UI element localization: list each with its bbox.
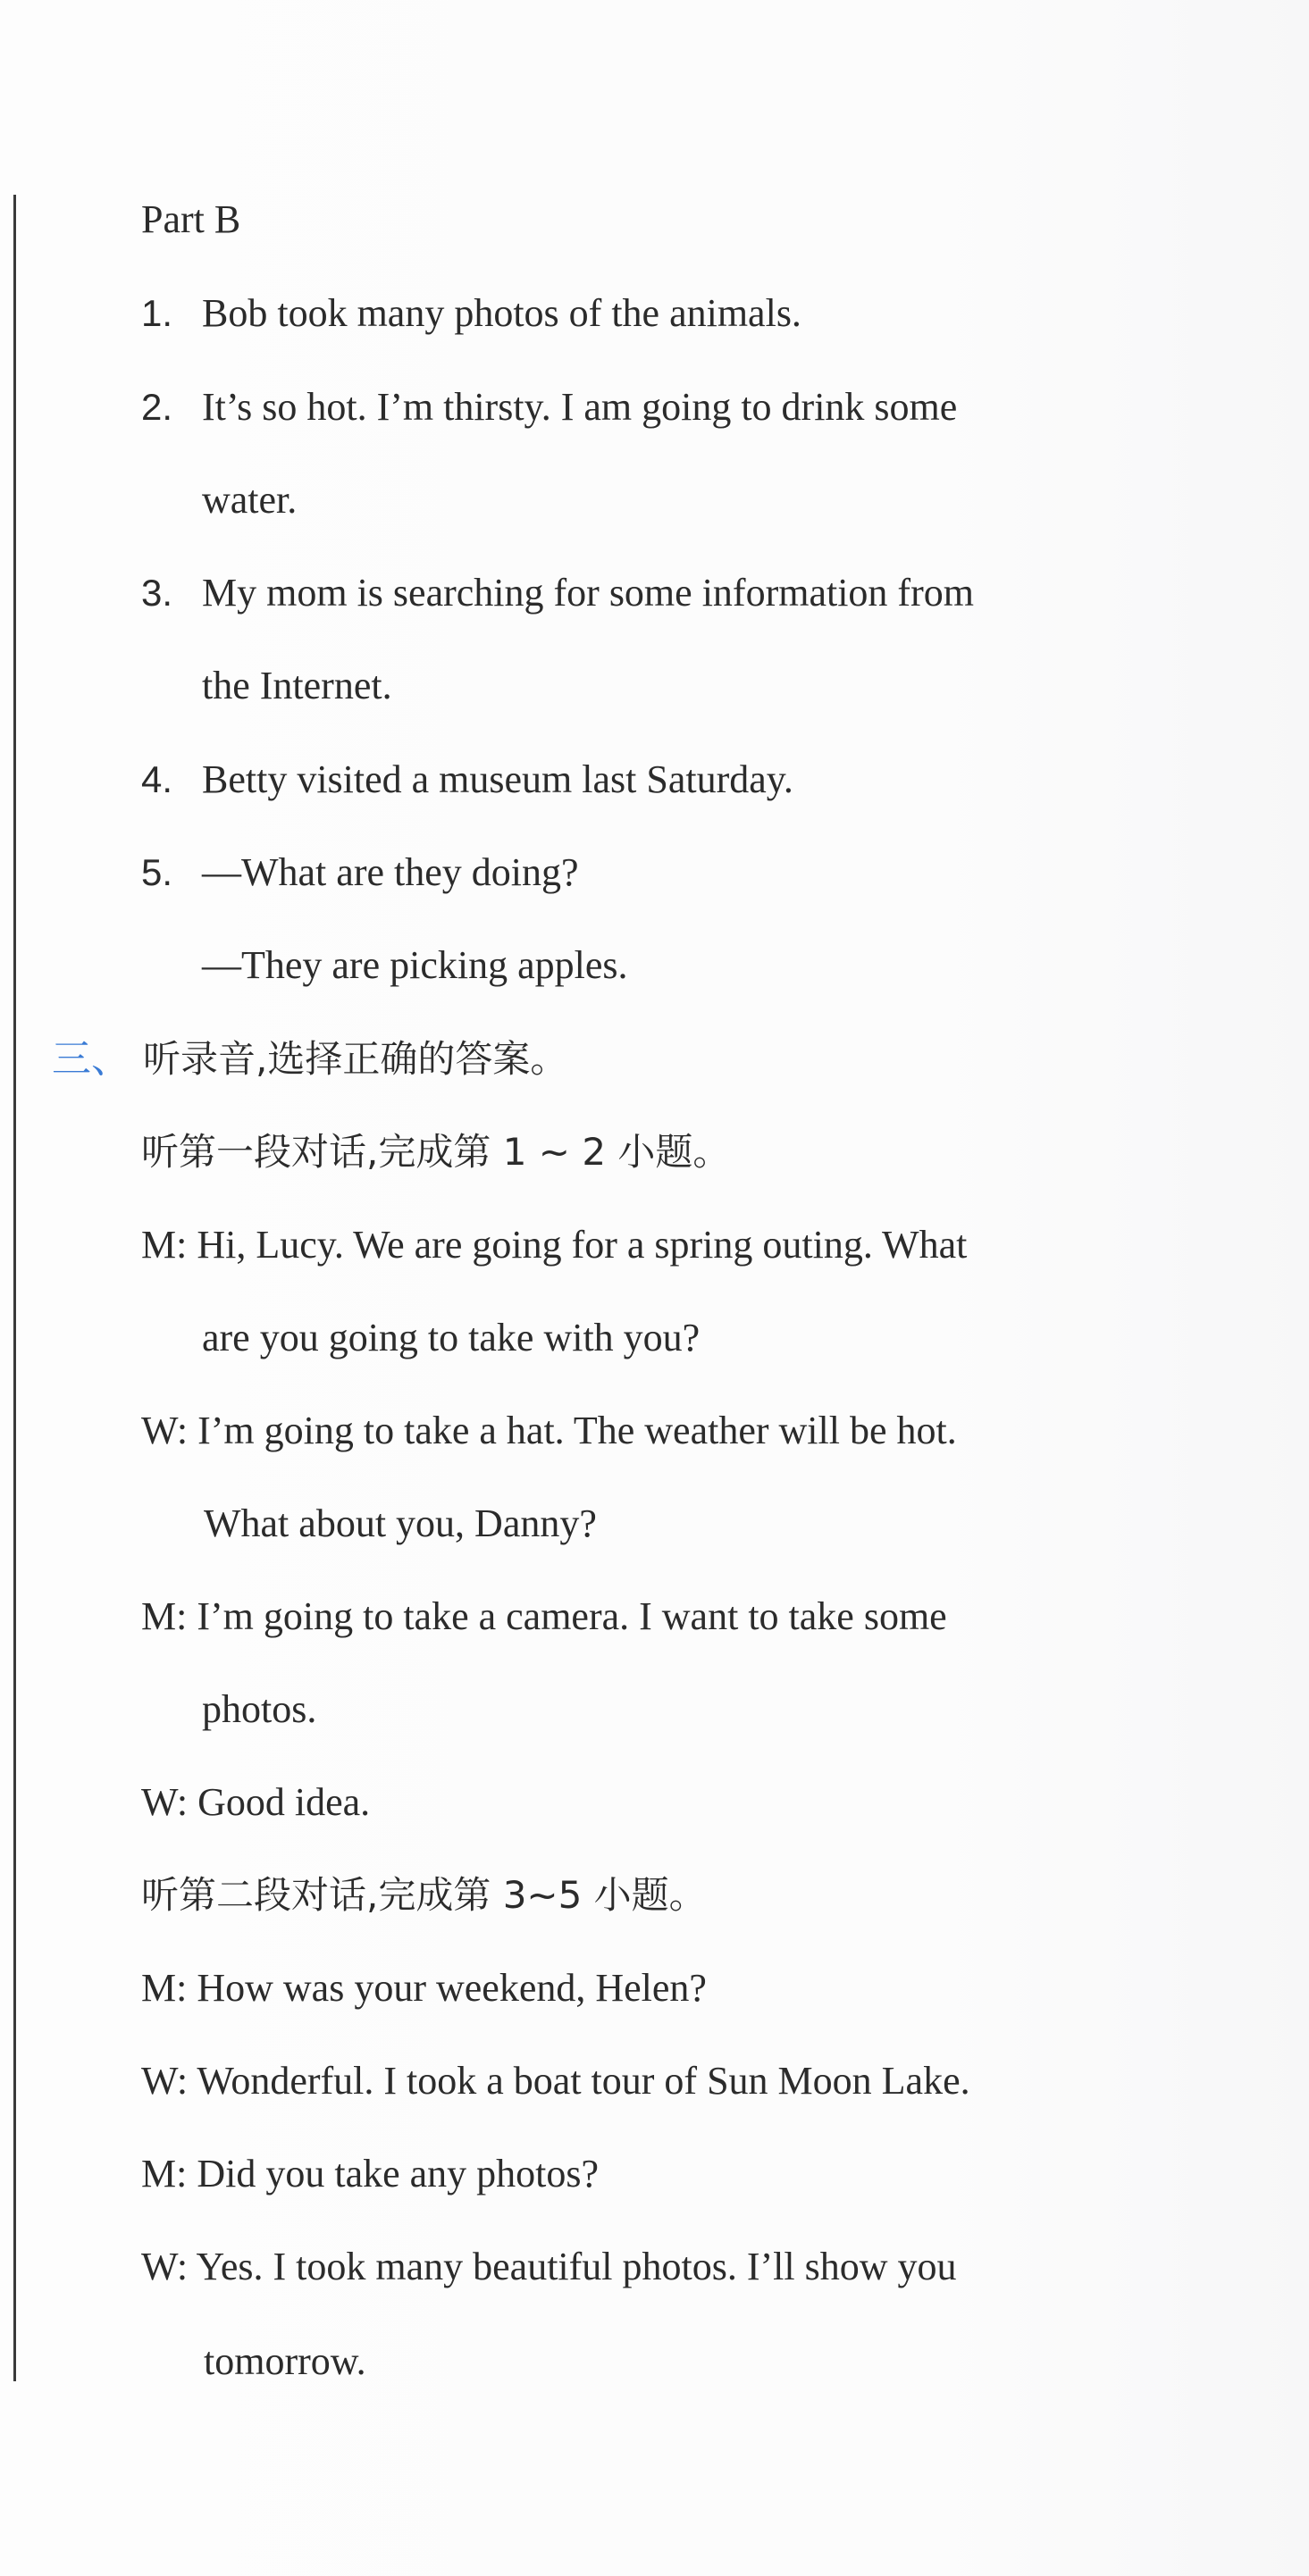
- item-4-text: Betty visited a museum last Saturday.: [202, 757, 793, 801]
- dialog-1-line-1b: are you going to take with you?: [202, 1316, 701, 1359]
- item-1-number: 1.: [141, 292, 173, 334]
- item-4-number: 4.: [141, 758, 173, 800]
- dialog-2-line-4b: tomorrow.: [204, 2339, 366, 2383]
- margin-rule: [13, 195, 16, 2381]
- item-2-text-line-2: water.: [202, 478, 298, 522]
- dialog-2-line-4a: W: Yes. I took many beautiful photos. I’ll show you: [141, 2245, 957, 2288]
- dialog-1-line-3b: photos.: [202, 1687, 317, 1731]
- dialog-2-intro: 听第二段对话,完成第 3~5 小题。: [141, 1873, 707, 1917]
- item-5-text-line-1: —What are they doing?: [202, 850, 579, 894]
- dialog-2-line-1: M: How was your weekend, Helen?: [141, 1966, 707, 2010]
- item-5-number: 5.: [141, 851, 173, 893]
- part-b-heading: Part B: [141, 197, 241, 241]
- item-2-number: 2.: [141, 386, 173, 428]
- dialog-2-line-2: W: Wonderful. I took a boat tour of Sun Moon Lake.: [141, 2059, 970, 2103]
- item-5-text-line-2: —They are picking apples.: [202, 943, 628, 987]
- item-3-text-line-1: My mom is searching for some information from: [202, 571, 974, 615]
- section-3-title: 听录音,选择正确的答案。: [143, 1037, 568, 1081]
- dialog-1-line-2b: What about you, Danny?: [204, 1501, 597, 1545]
- dialog-2-line-3: M: Did you take any photos?: [141, 2152, 600, 2195]
- dialog-1-line-1a: M: Hi, Lucy. We are going for a spring outing. What: [141, 1223, 968, 1267]
- dialog-1-intro: 听第一段对话,完成第 1 ~ 2 小题。: [141, 1130, 731, 1174]
- dialog-1-line-4: W: Good idea.: [141, 1780, 371, 1824]
- section-3-number: 三、: [52, 1036, 130, 1082]
- item-3-text-line-2: the Internet.: [202, 664, 392, 707]
- item-1-text: Bob took many photos of the animals.: [202, 291, 801, 335]
- dialog-1-line-3a: M: I’m going to take a camera. I want to take some: [141, 1594, 947, 1638]
- item-2-text-line-1: It’s so hot. I’m thirsty. I am going to drink some: [202, 385, 958, 429]
- item-3-number: 3.: [141, 572, 173, 614]
- dialog-1-line-2a: W: I’m going to take a hat. The weather will be hot.: [141, 1409, 957, 1452]
